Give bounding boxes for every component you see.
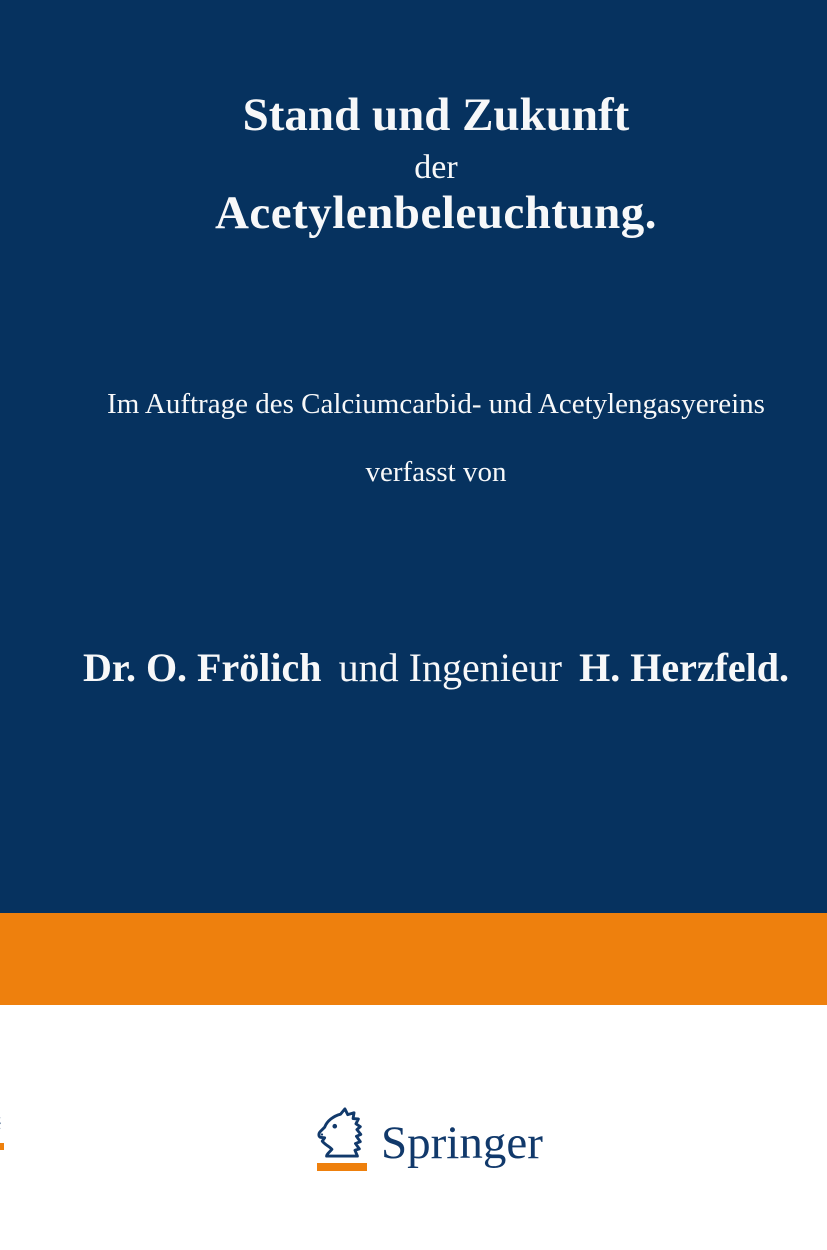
authors-connector: und Ingenieur: [338, 645, 562, 690]
author-second: H. Herzfeld.: [579, 645, 790, 690]
orange-band: [0, 913, 827, 1005]
book-title-line1: Stand und Zukunft: [242, 89, 630, 141]
springer-horse-knight-icon: [313, 1106, 371, 1158]
logo-orange-underline-partial: [0, 1143, 4, 1150]
springer-logo: [313, 1104, 573, 1194]
logo-orange-underline: [317, 1163, 367, 1171]
commission-line: Im Auftrage des Calciumcarbid- und Acetylengasyereins: [107, 388, 765, 420]
book-title-line2: der: [414, 149, 458, 186]
byline: verfasst von: [365, 456, 507, 488]
clipped-left-edge-logo: [0, 1103, 6, 1155]
springer-horse-knight-icon-partial: [0, 1103, 6, 1140]
publisher-wordmark: Springer: [381, 1117, 543, 1169]
author-first: Dr. O. Frölich: [82, 645, 322, 690]
authors-line: [45, 644, 827, 691]
book-title-line3: Acetylenbeleuchtung.: [214, 187, 658, 239]
